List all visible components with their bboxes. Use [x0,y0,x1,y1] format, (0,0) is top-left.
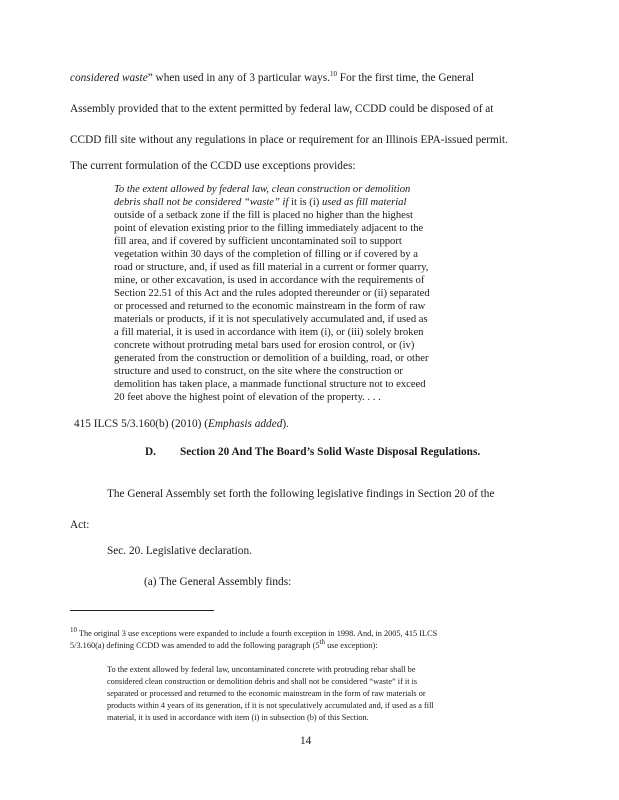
citation-emphasis: Emphasis added [207,418,283,430]
footnote-marker: 10 [70,626,77,635]
quote-line-6: vegetation within 30 days of the completion of filling or if covered by a [114,249,418,260]
quote-line-4: point of elevation existing prior to the filling immediately adjacent to the [114,223,424,234]
quote-line-8: mine, or other excavation, is used in accordance with the requirements of [114,275,425,286]
statute-sub-a: (a) The General Assembly finds: [144,576,292,588]
statute-heading: Sec. 20. Legislative declaration. [107,545,252,557]
quote-line-17: 20 feet above the highest point of elevation of the property. . . . [114,392,381,403]
section-letter: D. [145,446,156,458]
body-line-p2-1: The General Assembly set forth the following legislative findings in Section 20 of the [107,488,495,500]
quote-line-15: structure and used to construct, on the site where the construction or [114,366,403,377]
footnote-line-1 [70,628,437,639]
quote-line-9: Section 22.51 of this Act and the rules adopted thereunder or (ii) separated [114,288,430,299]
footnote-line-2 [70,640,378,651]
quote-italic: debris shall not be considered “waste” if [114,197,289,208]
footnote-separator [70,610,214,611]
body-line-2: Assembly provided that to the extent permitted by federal law, CCDD could be disposed of at [70,103,494,115]
quote-line-10: or processed and returned to the economic mainstream in the form of raw [114,301,426,312]
body-line-1 [70,71,474,85]
quote-italic: used as fill material [321,197,407,208]
citation [74,417,289,431]
text-run: For the first time, the General [336,72,475,84]
quote-line-1: To the extent allowed by federal law, clean construction or demolition [114,184,411,195]
body-line-3: CCDD fill site without any regulations in place or requirement for an Illinois EPA-issued permit. [70,134,508,146]
footnote-sup: th [319,638,325,647]
quote-line-11: materials or products, if it is not speculatively accumulated and, if used as [114,314,428,325]
quote-line-7: road or structure, and, if used as fill material in a current or former quarry, [114,262,429,273]
footnote-quote-line-1: To the extent allowed by federal law, uncontaminated concrete with protruding rebar shall be [107,665,416,674]
page-number: 14 [300,735,312,747]
body-line-p2-2: Act: [70,519,90,531]
footnote-text: 5/3.160(a) defining CCDD was amended to add the following paragraph (5 [70,641,320,650]
text-run: ” when used in any of 3 particular ways. [147,72,330,84]
quote-line-2 [114,197,406,209]
footnote-text: The original 3 use exceptions were expanded to include a fourth exception in 1998. And, in 2005, 415 ILCS [77,629,438,638]
italic-term: considered waste [70,72,148,84]
quote-line-5: fill area, and if covered by sufficient uncontaminated soil to support [114,236,402,247]
footnote-quote-line-3: separated or processed and returned to the economic mainstream in the form of raw materials or [107,689,426,698]
footnote-ref[interactable]: 10 [329,70,337,79]
footnote-quote-line-5: material, it is used in accordance with item (i) in subsection (b) of this Section. [107,713,369,722]
quote-plain: it is (i) [288,197,322,208]
quote-line-12: a fill material, it is used in accordance with item (i), or (iii) solely broken [114,327,424,338]
quote-line-14: generated from the construction or demolition of a building, road, or other [114,353,429,364]
footnote-quote-line-2: considered clean construction or demolition debris and shall not be considered “waste” if it is [107,677,418,686]
citation-close: ). [282,418,289,430]
footnote-text: use exception): [325,641,378,650]
citation-text: 415 ILCS 5/3.160(b) (2010) ( [74,418,208,430]
footnote-quote-line-4: products within 4 years of its generation, if it is not speculatively accumulated and, if used as a fill [107,701,434,710]
quote-line-13: concrete without protruding metal bars used for erosion control, or (iv) [114,340,415,351]
body-line-4: The current formulation of the CCDD use exceptions provides: [70,160,356,172]
section-title: Section 20 And The Board’s Solid Waste Disposal Regulations. [180,446,481,458]
quote-line-3: outside of a setback zone if the fill is placed no higher than the highest [114,210,413,221]
quote-line-16: demolition has taken place, a manmade functional structure not to exceed [114,379,426,390]
